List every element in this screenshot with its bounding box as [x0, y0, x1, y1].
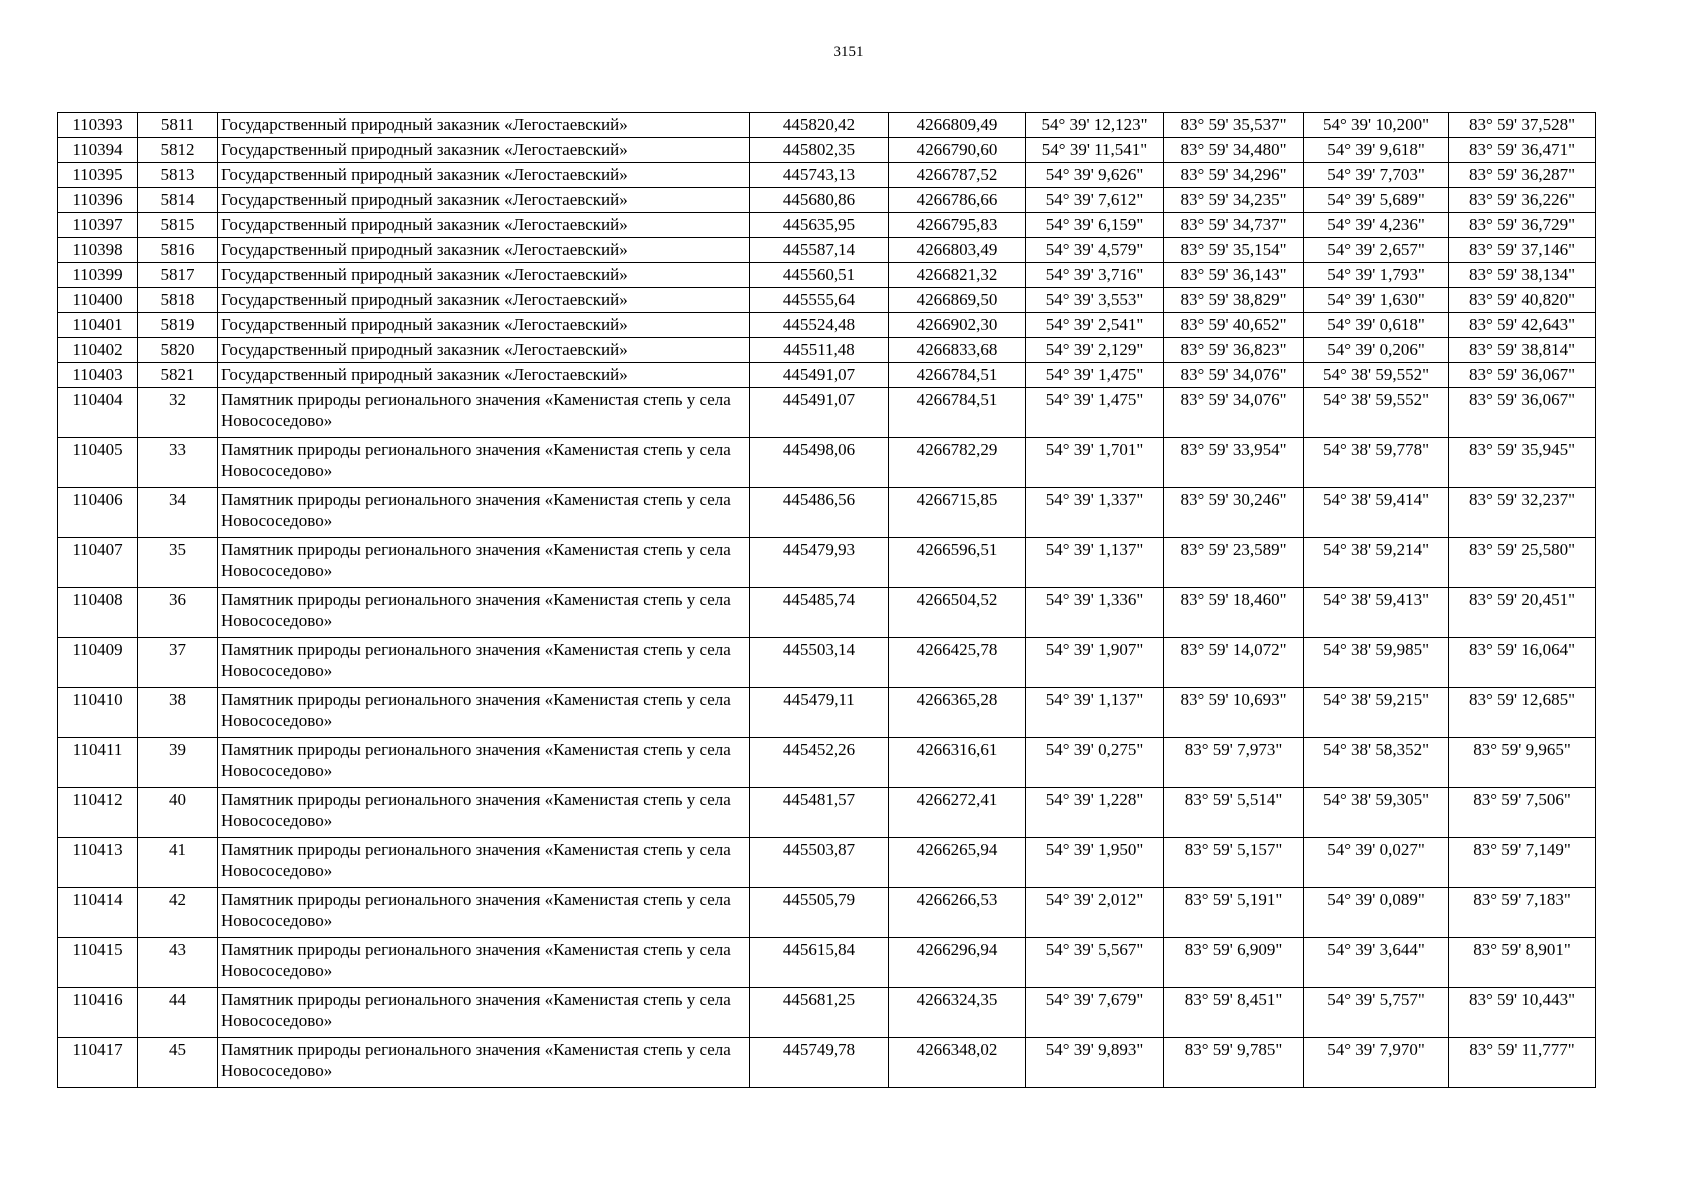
- latitude-1-cell: 54° 39' 9,893": [1026, 1038, 1164, 1088]
- latitude-1-cell: 54° 39' 7,679": [1026, 988, 1164, 1038]
- table-row: [58, 288, 1596, 313]
- latitude-2-cell: 54° 38' 59,214": [1304, 538, 1449, 588]
- longitude-2-cell: 83° 59' 8,901": [1449, 938, 1596, 988]
- object-name-cell: Государственный природный заказник «Легостаевский»: [218, 113, 750, 138]
- x-coordinate-cell: 445503,87: [750, 838, 889, 888]
- longitude-1-cell: 83° 59' 35,537": [1164, 113, 1304, 138]
- latitude-2-cell: 54° 39' 1,630": [1304, 288, 1449, 313]
- latitude-1-cell: 54° 39' 4,579": [1026, 238, 1164, 263]
- x-coordinate-cell: 445503,14: [750, 638, 889, 688]
- latitude-2-cell: 54° 39' 4,236": [1304, 213, 1449, 238]
- point-number-cell: 43: [138, 938, 218, 988]
- longitude-2-cell: 83° 59' 36,729": [1449, 213, 1596, 238]
- latitude-1-cell: 54° 39' 1,137": [1026, 688, 1164, 738]
- longitude-1-cell: 83° 59' 10,693": [1164, 688, 1304, 738]
- row-id-cell: 110397: [58, 213, 138, 238]
- table-row: [58, 538, 1596, 588]
- longitude-1-cell: 83° 59' 34,076": [1164, 388, 1304, 438]
- row-id-cell: 110403: [58, 363, 138, 388]
- latitude-1-cell: 54° 39' 1,907": [1026, 638, 1164, 688]
- table-row: [58, 313, 1596, 338]
- point-number-cell: 5812: [138, 138, 218, 163]
- latitude-1-cell: 54° 39' 11,541": [1026, 138, 1164, 163]
- object-name-cell: Памятник природы регионального значения «Каменистая степь у села Новососедово»: [218, 1038, 750, 1088]
- longitude-2-cell: 83° 59' 40,820": [1449, 288, 1596, 313]
- latitude-1-cell: 54° 39' 2,012": [1026, 888, 1164, 938]
- y-coordinate-cell: 4266795,83: [889, 213, 1026, 238]
- table-row: [58, 838, 1596, 888]
- longitude-2-cell: 83° 59' 36,287": [1449, 163, 1596, 188]
- latitude-2-cell: 54° 39' 3,644": [1304, 938, 1449, 988]
- x-coordinate-cell: 445560,51: [750, 263, 889, 288]
- x-coordinate-cell: 445498,06: [750, 438, 889, 488]
- table-row: [58, 163, 1596, 188]
- object-name-cell: Памятник природы регионального значения «Каменистая степь у села Новососедово»: [218, 688, 750, 738]
- point-number-cell: 34: [138, 488, 218, 538]
- y-coordinate-cell: 4266504,52: [889, 588, 1026, 638]
- y-coordinate-cell: 4266902,30: [889, 313, 1026, 338]
- object-name-cell: Памятник природы регионального значения «Каменистая степь у села Новососедово»: [218, 838, 750, 888]
- x-coordinate-cell: 445615,84: [750, 938, 889, 988]
- object-name-cell: Памятник природы регионального значения «Каменистая степь у села Новососедово»: [218, 888, 750, 938]
- latitude-1-cell: 54° 39' 1,950": [1026, 838, 1164, 888]
- object-name-cell: Государственный природный заказник «Легостаевский»: [218, 213, 750, 238]
- point-number-cell: 33: [138, 438, 218, 488]
- row-id-cell: 110414: [58, 888, 138, 938]
- latitude-2-cell: 54° 39' 9,618": [1304, 138, 1449, 163]
- table-row: [58, 1038, 1596, 1088]
- longitude-1-cell: 83° 59' 7,973": [1164, 738, 1304, 788]
- longitude-1-cell: 83° 59' 14,072": [1164, 638, 1304, 688]
- object-name-cell: Государственный природный заказник «Легостаевский»: [218, 188, 750, 213]
- row-id-cell: 110398: [58, 238, 138, 263]
- table-body: [58, 113, 1596, 1088]
- point-number-cell: 42: [138, 888, 218, 938]
- object-name-cell: Государственный природный заказник «Легостаевский»: [218, 288, 750, 313]
- longitude-2-cell: 83° 59' 9,965": [1449, 738, 1596, 788]
- table-row: [58, 438, 1596, 488]
- row-id-cell: 110399: [58, 263, 138, 288]
- longitude-1-cell: 83° 59' 34,296": [1164, 163, 1304, 188]
- y-coordinate-cell: 4266786,66: [889, 188, 1026, 213]
- point-number-cell: 5814: [138, 188, 218, 213]
- latitude-2-cell: 54° 39' 1,793": [1304, 263, 1449, 288]
- point-number-cell: 44: [138, 988, 218, 1038]
- longitude-1-cell: 83° 59' 40,652": [1164, 313, 1304, 338]
- point-number-cell: 40: [138, 788, 218, 838]
- latitude-2-cell: 54° 38' 59,215": [1304, 688, 1449, 738]
- y-coordinate-cell: 4266784,51: [889, 363, 1026, 388]
- row-id-cell: 110413: [58, 838, 138, 888]
- latitude-2-cell: 54° 38' 59,414": [1304, 488, 1449, 538]
- y-coordinate-cell: 4266596,51: [889, 538, 1026, 588]
- latitude-2-cell: 54° 38' 59,413": [1304, 588, 1449, 638]
- object-name-cell: Государственный природный заказник «Легостаевский»: [218, 363, 750, 388]
- table-row: [58, 738, 1596, 788]
- x-coordinate-cell: 445479,93: [750, 538, 889, 588]
- object-name-cell: Памятник природы регионального значения «Каменистая степь у села Новососедово»: [218, 588, 750, 638]
- row-id-cell: 110415: [58, 938, 138, 988]
- point-number-cell: 5817: [138, 263, 218, 288]
- longitude-1-cell: 83° 59' 38,829": [1164, 288, 1304, 313]
- x-coordinate-cell: 445511,48: [750, 338, 889, 363]
- latitude-1-cell: 54° 39' 2,541": [1026, 313, 1164, 338]
- row-id-cell: 110405: [58, 438, 138, 488]
- latitude-1-cell: 54° 39' 2,129": [1026, 338, 1164, 363]
- coordinates-table: [57, 112, 1596, 1088]
- point-number-cell: 45: [138, 1038, 218, 1088]
- x-coordinate-cell: 445635,95: [750, 213, 889, 238]
- longitude-2-cell: 83° 59' 11,777": [1449, 1038, 1596, 1088]
- table-row: [58, 688, 1596, 738]
- x-coordinate-cell: 445491,07: [750, 388, 889, 438]
- object-name-cell: Памятник природы регионального значения «Каменистая степь у села Новососедово»: [218, 788, 750, 838]
- x-coordinate-cell: 445491,07: [750, 363, 889, 388]
- row-id-cell: 110401: [58, 313, 138, 338]
- x-coordinate-cell: 445505,79: [750, 888, 889, 938]
- longitude-1-cell: 83° 59' 18,460": [1164, 588, 1304, 638]
- longitude-1-cell: 83° 59' 33,954": [1164, 438, 1304, 488]
- object-name-cell: Памятник природы регионального значения «Каменистая степь у села Новососедово»: [218, 438, 750, 488]
- latitude-1-cell: 54° 39' 1,337": [1026, 488, 1164, 538]
- y-coordinate-cell: 4266869,50: [889, 288, 1026, 313]
- table-row: [58, 938, 1596, 988]
- row-id-cell: 110408: [58, 588, 138, 638]
- latitude-2-cell: 54° 39' 5,689": [1304, 188, 1449, 213]
- latitude-2-cell: 54° 38' 59,305": [1304, 788, 1449, 838]
- point-number-cell: 5813: [138, 163, 218, 188]
- y-coordinate-cell: 4266272,41: [889, 788, 1026, 838]
- x-coordinate-cell: 445452,26: [750, 738, 889, 788]
- table-row: [58, 988, 1596, 1038]
- longitude-2-cell: 83° 59' 20,451": [1449, 588, 1596, 638]
- y-coordinate-cell: 4266833,68: [889, 338, 1026, 363]
- table-row: [58, 363, 1596, 388]
- table-row: [58, 238, 1596, 263]
- longitude-1-cell: 83° 59' 35,154": [1164, 238, 1304, 263]
- table-row: [58, 638, 1596, 688]
- latitude-1-cell: 54° 39' 0,275": [1026, 738, 1164, 788]
- object-name-cell: Государственный природный заказник «Легостаевский»: [218, 138, 750, 163]
- longitude-2-cell: 83° 59' 36,471": [1449, 138, 1596, 163]
- object-name-cell: Памятник природы регионального значения «Каменистая степь у села Новососедово»: [218, 488, 750, 538]
- row-id-cell: 110412: [58, 788, 138, 838]
- row-id-cell: 110410: [58, 688, 138, 738]
- y-coordinate-cell: 4266425,78: [889, 638, 1026, 688]
- latitude-1-cell: 54° 39' 3,716": [1026, 263, 1164, 288]
- latitude-2-cell: 54° 39' 0,089": [1304, 888, 1449, 938]
- latitude-2-cell: 54° 38' 59,552": [1304, 363, 1449, 388]
- longitude-2-cell: 83° 59' 42,643": [1449, 313, 1596, 338]
- longitude-1-cell: 83° 59' 9,785": [1164, 1038, 1304, 1088]
- row-id-cell: 110407: [58, 538, 138, 588]
- longitude-1-cell: 83° 59' 6,909": [1164, 938, 1304, 988]
- longitude-1-cell: 83° 59' 34,737": [1164, 213, 1304, 238]
- longitude-2-cell: 83° 59' 25,580": [1449, 538, 1596, 588]
- page-number: 3151: [833, 44, 864, 60]
- latitude-1-cell: 54° 39' 12,123": [1026, 113, 1164, 138]
- longitude-2-cell: 83° 59' 7,183": [1449, 888, 1596, 938]
- point-number-cell: 5821: [138, 363, 218, 388]
- longitude-2-cell: 83° 59' 38,814": [1449, 338, 1596, 363]
- longitude-1-cell: 83° 59' 36,823": [1164, 338, 1304, 363]
- latitude-2-cell: 54° 39' 0,027": [1304, 838, 1449, 888]
- latitude-2-cell: 54° 38' 59,552": [1304, 388, 1449, 438]
- longitude-2-cell: 83° 59' 16,064": [1449, 638, 1596, 688]
- row-id-cell: 110409: [58, 638, 138, 688]
- table-row: [58, 188, 1596, 213]
- x-coordinate-cell: 445555,64: [750, 288, 889, 313]
- object-name-cell: Памятник природы регионального значения «Каменистая степь у села Новососедово»: [218, 738, 750, 788]
- point-number-cell: 35: [138, 538, 218, 588]
- point-number-cell: 41: [138, 838, 218, 888]
- y-coordinate-cell: 4266803,49: [889, 238, 1026, 263]
- object-name-cell: Памятник природы регионального значения «Каменистая степь у села Новососедово»: [218, 988, 750, 1038]
- latitude-2-cell: 54° 38' 58,352": [1304, 738, 1449, 788]
- y-coordinate-cell: 4266821,32: [889, 263, 1026, 288]
- row-id-cell: 110417: [58, 1038, 138, 1088]
- row-id-cell: 110411: [58, 738, 138, 788]
- y-coordinate-cell: 4266265,94: [889, 838, 1026, 888]
- longitude-2-cell: 83° 59' 37,528": [1449, 113, 1596, 138]
- x-coordinate-cell: 445802,35: [750, 138, 889, 163]
- table-row: [58, 138, 1596, 163]
- row-id-cell: 110404: [58, 388, 138, 438]
- x-coordinate-cell: 445479,11: [750, 688, 889, 738]
- object-name-cell: Государственный природный заказник «Легостаевский»: [218, 163, 750, 188]
- latitude-1-cell: 54° 39' 1,475": [1026, 388, 1164, 438]
- x-coordinate-cell: 445486,56: [750, 488, 889, 538]
- y-coordinate-cell: 4266787,52: [889, 163, 1026, 188]
- latitude-2-cell: 54° 39' 0,618": [1304, 313, 1449, 338]
- longitude-2-cell: 83° 59' 32,237": [1449, 488, 1596, 538]
- latitude-2-cell: 54° 39' 7,970": [1304, 1038, 1449, 1088]
- x-coordinate-cell: 445820,42: [750, 113, 889, 138]
- x-coordinate-cell: 445749,78: [750, 1038, 889, 1088]
- object-name-cell: Государственный природный заказник «Легостаевский»: [218, 263, 750, 288]
- object-name-cell: Памятник природы регионального значения «Каменистая степь у села Новососедово»: [218, 938, 750, 988]
- longitude-2-cell: 83° 59' 10,443": [1449, 988, 1596, 1038]
- longitude-2-cell: 83° 59' 36,067": [1449, 363, 1596, 388]
- longitude-2-cell: 83° 59' 38,134": [1449, 263, 1596, 288]
- table-row: [58, 113, 1596, 138]
- y-coordinate-cell: 4266715,85: [889, 488, 1026, 538]
- latitude-1-cell: 54° 39' 3,553": [1026, 288, 1164, 313]
- x-coordinate-cell: 445681,25: [750, 988, 889, 1038]
- point-number-cell: 36: [138, 588, 218, 638]
- latitude-2-cell: 54° 39' 7,703": [1304, 163, 1449, 188]
- longitude-1-cell: 83° 59' 34,480": [1164, 138, 1304, 163]
- longitude-2-cell: 83° 59' 7,149": [1449, 838, 1596, 888]
- latitude-1-cell: 54° 39' 7,612": [1026, 188, 1164, 213]
- y-coordinate-cell: 4266782,29: [889, 438, 1026, 488]
- y-coordinate-cell: 4266324,35: [889, 988, 1026, 1038]
- point-number-cell: 5818: [138, 288, 218, 313]
- longitude-1-cell: 83° 59' 34,235": [1164, 188, 1304, 213]
- y-coordinate-cell: 4266316,61: [889, 738, 1026, 788]
- table-row: [58, 588, 1596, 638]
- longitude-1-cell: 83° 59' 8,451": [1164, 988, 1304, 1038]
- x-coordinate-cell: 445485,74: [750, 588, 889, 638]
- latitude-2-cell: 54° 39' 2,657": [1304, 238, 1449, 263]
- y-coordinate-cell: 4266348,02: [889, 1038, 1026, 1088]
- point-number-cell: 5820: [138, 338, 218, 363]
- longitude-1-cell: 83° 59' 23,589": [1164, 538, 1304, 588]
- object-name-cell: Государственный природный заказник «Легостаевский»: [218, 338, 750, 363]
- table-row: [58, 488, 1596, 538]
- point-number-cell: 5811: [138, 113, 218, 138]
- longitude-1-cell: 83° 59' 30,246": [1164, 488, 1304, 538]
- y-coordinate-cell: 4266296,94: [889, 938, 1026, 988]
- latitude-2-cell: 54° 39' 5,757": [1304, 988, 1449, 1038]
- row-id-cell: 110416: [58, 988, 138, 1038]
- y-coordinate-cell: 4266790,60: [889, 138, 1026, 163]
- x-coordinate-cell: 445743,13: [750, 163, 889, 188]
- latitude-1-cell: 54° 39' 6,159": [1026, 213, 1164, 238]
- longitude-1-cell: 83° 59' 34,076": [1164, 363, 1304, 388]
- y-coordinate-cell: 4266266,53: [889, 888, 1026, 938]
- object-name-cell: Памятник природы регионального значения «Каменистая степь у села Новососедово»: [218, 638, 750, 688]
- longitude-1-cell: 83° 59' 5,191": [1164, 888, 1304, 938]
- latitude-1-cell: 54° 39' 1,137": [1026, 538, 1164, 588]
- latitude-1-cell: 54° 39' 5,567": [1026, 938, 1164, 988]
- latitude-2-cell: 54° 38' 59,778": [1304, 438, 1449, 488]
- latitude-1-cell: 54° 39' 1,228": [1026, 788, 1164, 838]
- row-id-cell: 110395: [58, 163, 138, 188]
- latitude-1-cell: 54° 39' 1,475": [1026, 363, 1164, 388]
- longitude-2-cell: 83° 59' 35,945": [1449, 438, 1596, 488]
- longitude-2-cell: 83° 59' 36,226": [1449, 188, 1596, 213]
- latitude-2-cell: 54° 39' 0,206": [1304, 338, 1449, 363]
- point-number-cell: 5819: [138, 313, 218, 338]
- table-row: [58, 388, 1596, 438]
- longitude-1-cell: 83° 59' 36,143": [1164, 263, 1304, 288]
- point-number-cell: 5815: [138, 213, 218, 238]
- table-row: [58, 263, 1596, 288]
- longitude-1-cell: 83° 59' 5,514": [1164, 788, 1304, 838]
- latitude-1-cell: 54° 39' 9,626": [1026, 163, 1164, 188]
- x-coordinate-cell: 445481,57: [750, 788, 889, 838]
- row-id-cell: 110394: [58, 138, 138, 163]
- row-id-cell: 110396: [58, 188, 138, 213]
- table-row: [58, 213, 1596, 238]
- row-id-cell: 110406: [58, 488, 138, 538]
- object-name-cell: Государственный природный заказник «Легостаевский»: [218, 238, 750, 263]
- point-number-cell: 38: [138, 688, 218, 738]
- longitude-2-cell: 83° 59' 36,067": [1449, 388, 1596, 438]
- y-coordinate-cell: 4266809,49: [889, 113, 1026, 138]
- latitude-2-cell: 54° 38' 59,985": [1304, 638, 1449, 688]
- point-number-cell: 37: [138, 638, 218, 688]
- row-id-cell: 110393: [58, 113, 138, 138]
- x-coordinate-cell: 445680,86: [750, 188, 889, 213]
- object-name-cell: Памятник природы регионального значения «Каменистая степь у села Новососедово»: [218, 388, 750, 438]
- row-id-cell: 110400: [58, 288, 138, 313]
- table-row: [58, 888, 1596, 938]
- object-name-cell: Памятник природы регионального значения «Каменистая степь у села Новососедово»: [218, 538, 750, 588]
- point-number-cell: 39: [138, 738, 218, 788]
- point-number-cell: 32: [138, 388, 218, 438]
- y-coordinate-cell: 4266365,28: [889, 688, 1026, 738]
- longitude-1-cell: 83° 59' 5,157": [1164, 838, 1304, 888]
- latitude-1-cell: 54° 39' 1,701": [1026, 438, 1164, 488]
- y-coordinate-cell: 4266784,51: [889, 388, 1026, 438]
- longitude-2-cell: 83° 59' 37,146": [1449, 238, 1596, 263]
- row-id-cell: 110402: [58, 338, 138, 363]
- x-coordinate-cell: 445587,14: [750, 238, 889, 263]
- longitude-2-cell: 83° 59' 7,506": [1449, 788, 1596, 838]
- object-name-cell: Государственный природный заказник «Легостаевский»: [218, 313, 750, 338]
- longitude-2-cell: 83° 59' 12,685": [1449, 688, 1596, 738]
- point-number-cell: 5816: [138, 238, 218, 263]
- table-row: [58, 338, 1596, 363]
- latitude-1-cell: 54° 39' 1,336": [1026, 588, 1164, 638]
- latitude-2-cell: 54° 39' 10,200": [1304, 113, 1449, 138]
- table-row: [58, 788, 1596, 838]
- x-coordinate-cell: 445524,48: [750, 313, 889, 338]
